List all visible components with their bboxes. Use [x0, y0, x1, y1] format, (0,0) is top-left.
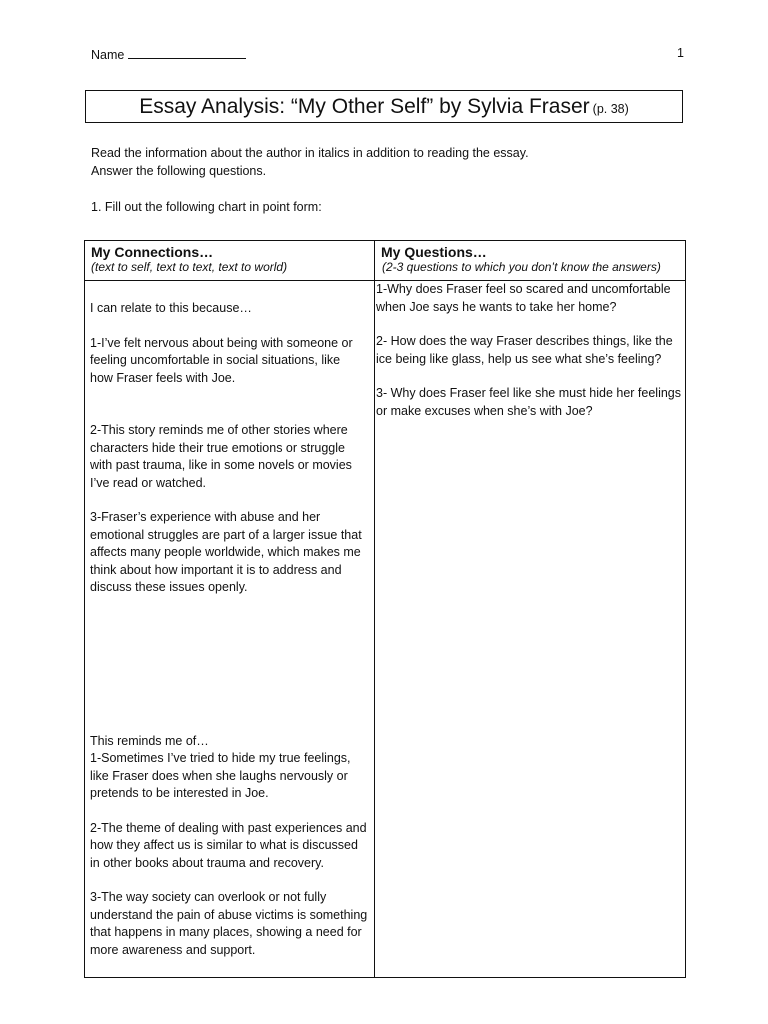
connection-line: characters hide their true emotions or struggle: [90, 440, 345, 455]
connection-line: 1-I’ve felt nervous about being with someone or: [90, 335, 353, 350]
connections-header: [91, 244, 287, 274]
instruction-line: Answer the following questions.: [91, 164, 267, 178]
page-reference: (p. 38): [592, 102, 629, 116]
connection-line: how they affect us is similar to what is discussed: [90, 838, 358, 852]
page-number: 1: [677, 46, 684, 60]
connection-line: affects many people worldwide, which makes me: [90, 545, 361, 559]
instruction-line: Read the information about the author in italics in addition to reading the essay.: [91, 146, 529, 160]
question-1: 1. Fill out the following chart in point form:: [91, 200, 322, 214]
connection-line: more awareness and support.: [90, 942, 256, 957]
connection-line: 2-The theme of dealing with past experiences and: [90, 820, 367, 835]
name-label: Name: [91, 48, 125, 62]
connection-line: emotional struggles are part of a larger issue that: [90, 527, 362, 542]
question-line: or make excuses when she’s with Joe?: [376, 403, 593, 418]
connection-line: 3-The way society can overlook or not fully: [90, 890, 327, 904]
connections-cell[interactable]: [90, 300, 372, 959]
connection-line: 1-Sometimes I’ve tried to hide my true feelings,: [90, 751, 351, 765]
column-divider: [374, 240, 375, 978]
connections-intro: I can relate to this because…: [90, 301, 252, 315]
connection-line: I’ve read or watched.: [90, 475, 207, 490]
name-field: [91, 46, 246, 62]
connections-subheading: (text to self, text to text, text to world): [91, 260, 288, 274]
connection-line: how Fraser feels with Joe.: [90, 370, 236, 385]
connection-line: understand the pain of abuse victims is something: [90, 907, 368, 922]
questions-cell[interactable]: [376, 281, 685, 420]
connections-intro: This reminds me of…: [90, 733, 209, 748]
question-line: ice being like glass, help us see what she’s feeling?: [376, 351, 662, 366]
questions-subheading: (2-3 questions to which you don’t know the answers): [382, 260, 661, 274]
connection-line: feeling uncomfortable in social situations, like: [90, 353, 341, 367]
title-box: [85, 90, 683, 123]
connection-line: discuss these issues openly.: [90, 580, 248, 594]
name-blank-line[interactable]: [128, 46, 246, 59]
connection-line: 2-This story reminds me of other stories where: [90, 423, 348, 437]
instructions: [91, 144, 529, 180]
connection-line: that happens in many places, showing a need for: [90, 925, 362, 939]
connection-line: 3-Fraser’s experience with abuse and her: [90, 510, 321, 524]
connections-heading: My Connections…: [91, 244, 214, 260]
connection-line: like Fraser does when she laughs nervously or: [90, 768, 348, 783]
question-line: 3- Why does Fraser feel like she must hide her feelings: [376, 386, 681, 400]
connection-line: in other books about trauma and recovery.: [90, 855, 324, 870]
question-line: 1-Why does Fraser feel so scared and uncomfortable: [376, 282, 671, 296]
connection-line: with past trauma, like in some novels or movies: [90, 458, 352, 472]
connection-line: pretends to be interested in Joe.: [90, 786, 269, 800]
page-title: Essay Analysis: “My Other Self” by Sylvia Fraser: [139, 95, 590, 118]
connection-line: think about how important it is to address and: [90, 562, 342, 577]
question-line: 2- How does the way Fraser describes things, like the: [376, 334, 673, 348]
questions-header: [381, 244, 661, 274]
questions-heading: My Questions…: [381, 244, 487, 260]
question-line: when Joe says he wants to take her home?: [376, 299, 617, 314]
